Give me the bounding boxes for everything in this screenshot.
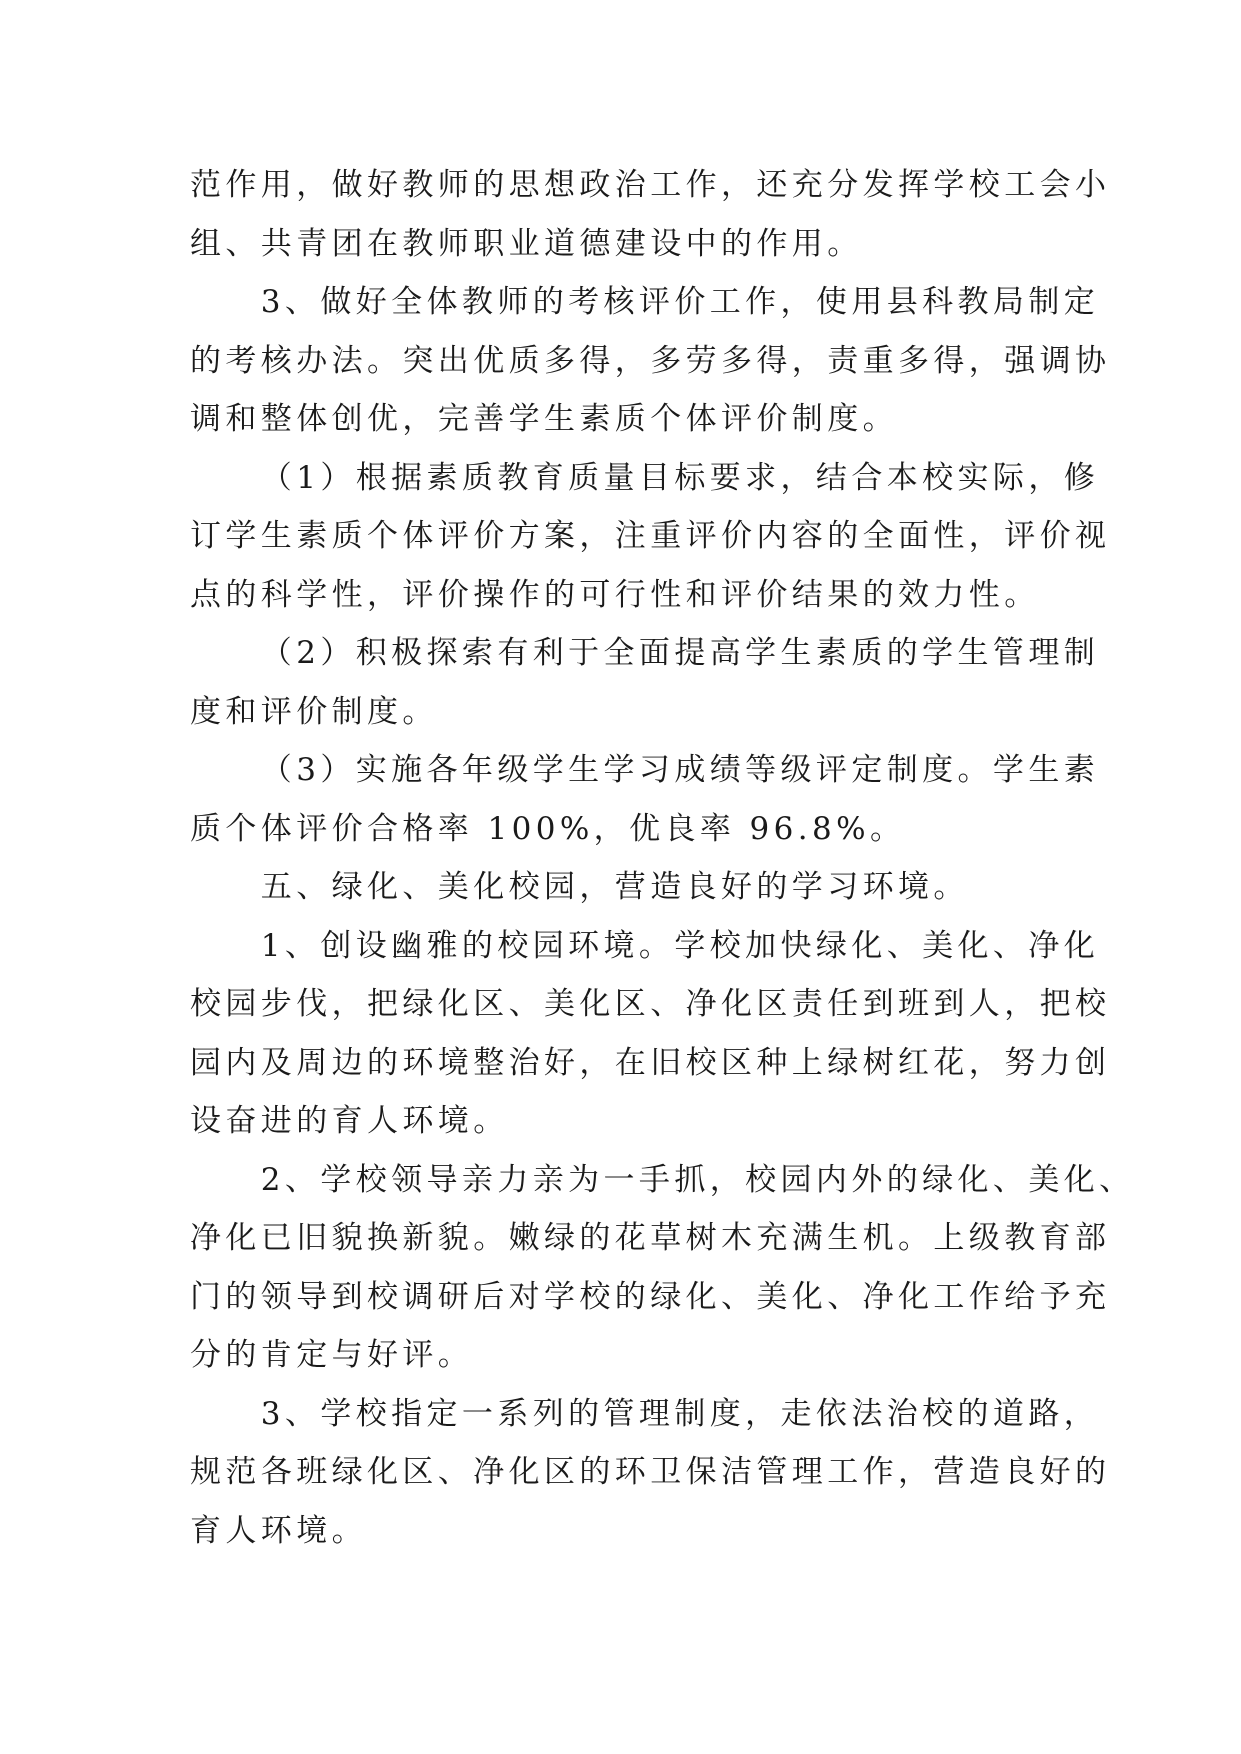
document-line: 育人环境。 bbox=[190, 1512, 367, 1549]
document-line: 范作用，做好教师的思想政治工作，还充分发挥学校工会小 bbox=[190, 167, 1111, 203]
document-line: 组、共青团在教师职业道德建设中的作用。 bbox=[190, 225, 863, 262]
document-line: 规范各班绿化区、净化区的环卫保洁管理工作，营造良好的 bbox=[190, 1454, 1111, 1490]
document-line: 点的科学性，评价操作的可行性和评价结果的效力性。 bbox=[190, 576, 1040, 613]
document-line: 度和评价制度。 bbox=[190, 693, 438, 730]
document-line: 的考核办法。突出优质多得，多劳多得，责重多得，强调协 bbox=[190, 342, 1111, 379]
document-line: 净化已旧貌换新貌。嫩绿的花草树木充满生机。上级教育部 bbox=[190, 1220, 1111, 1256]
document-line: （1）根据素质教育质量目标要求，结合本校实际，修 bbox=[260, 459, 1100, 496]
document-line: 设奋进的育人环境。 bbox=[190, 1103, 509, 1139]
document-line: （2）积极探索有利于全面提高学生素质的学生管理制 bbox=[260, 635, 1100, 671]
document-line: 1、创设幽雅的校园环境。学校加快绿化、美化、净化 bbox=[260, 927, 1100, 964]
document-body bbox=[190, 156, 1135, 1560]
document-line: 校园步伐，把绿化区、美化区、净化区责任到班到人，把校 bbox=[190, 986, 1111, 1022]
document-line: 五、绿化、美化校园，营造良好的学习环境。 bbox=[260, 869, 969, 905]
document-line: （3）实施各年级学生学习成绩等级评定制度。学生素 bbox=[260, 752, 1100, 788]
document-line: 园内及周边的环境整治好，在旧校区种上绿树红花，努力创 bbox=[190, 1044, 1111, 1081]
document-line: 3、学校指定一系列的管理制度，走依法治校的道路， bbox=[260, 1395, 1100, 1432]
document-line: 门的领导到校调研后对学校的绿化、美化、净化工作给予充 bbox=[190, 1278, 1111, 1315]
document-line: 质个体评价合格率 100%，优良率 96.8%。 bbox=[190, 810, 906, 847]
document-line: 2、学校领导亲力亲为一手抓，校园内外的绿化、美化、 bbox=[260, 1161, 1135, 1198]
document-line: 分的肯定与好评。 bbox=[190, 1337, 474, 1373]
document-line: 3、做好全体教师的考核评价工作，使用县科教局制定 bbox=[260, 284, 1100, 320]
document-line: 订学生素质个体评价方案，注重评价内容的全面性，评价视 bbox=[190, 518, 1111, 554]
document-line: 调和整体创优，完善学生素质个体评价制度。 bbox=[190, 401, 898, 437]
